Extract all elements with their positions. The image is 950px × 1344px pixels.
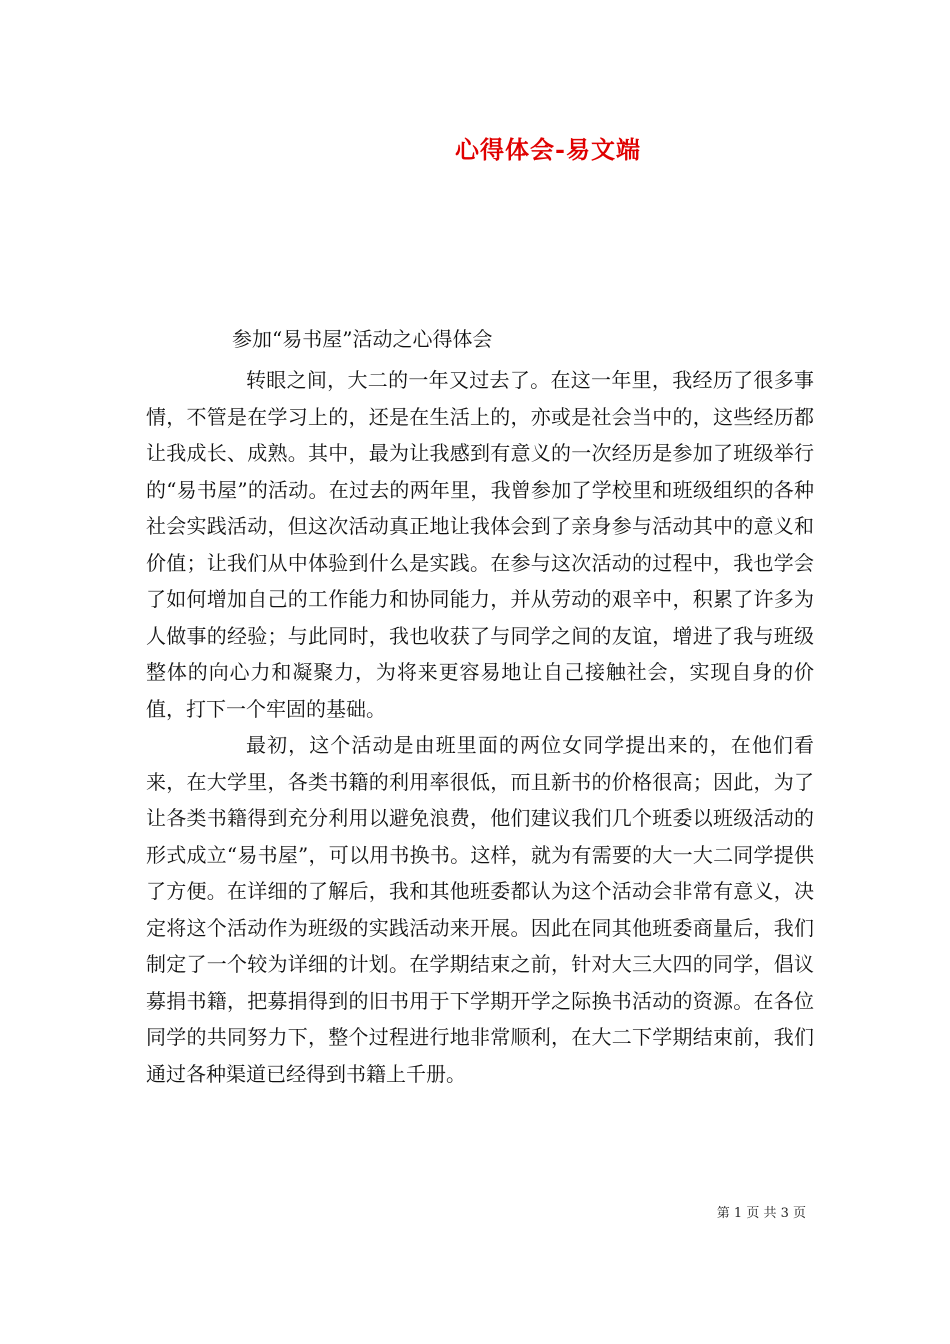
paragraph-2: 最初，这个活动是由班里面的两位女同学提出来的，在他们看来，在大学里，各类书籍的利用率很低，而且新书的价格很高；因此，为了让各类书籍得到充分利用以避免浪费，他们建议我们几个班委以班级活动的形式成立“易书屋”，可以用书换书。这样，就为有需要的大一大二同学提供了方便。在详细的了解后，我和其他班委都认为这个活动会非常有意义，决定将这个活动作为班级的实践活动来开展。因此在同其他班委商量后，我们制定了一个较为详细的计划。在学期结束之前，针对大三大四的同学，倡议募捐书籍，把募捐得到的旧书用于下学期开学之际换书活动的资源。在各位同学的共同努力下，整个过程进行地非常顺利，在大二下学期结束前，我们通过各种渠道已经得到书籍上千册。 [146, 733, 814, 1086]
article-body [146, 362, 814, 1092]
article-heading: 参加“易书屋”活动之心得体会 [232, 327, 493, 351]
document-title: 心得体会-易文端 [455, 135, 641, 164]
page-number: 第 1 页 共 3 页 [716, 1206, 806, 1221]
paragraph-1: 转眼之间，大二的一年又过去了。在这一年里，我经历了很多事情，不管是在学习上的，还是在生活上的，亦或是社会当中的，这些经历都让我成长、成熟。其中，最为让我感到有意义的一次经历是参加了班级举行的“易书屋”的活动。在过去的两年里，我曾参加了学校里和班级组织的各种社会实践活动，但这次活动真正地让我体会到了亲身参与活动其中的意义和价值；让我们从中体验到什么是实践。在参与这次活动的过程中，我也学会了如何增加自己的工作能力和协同能力，并从劳动的艰辛中，积累了许多为人做事的经验；与此同时，我也收获了与同学之间的友谊，增进了我与班级整体的向心力和凝聚力，为将来更容易地让自己接触社会，实现自身的价值，打下一个牢固的基础。 [146, 368, 814, 721]
